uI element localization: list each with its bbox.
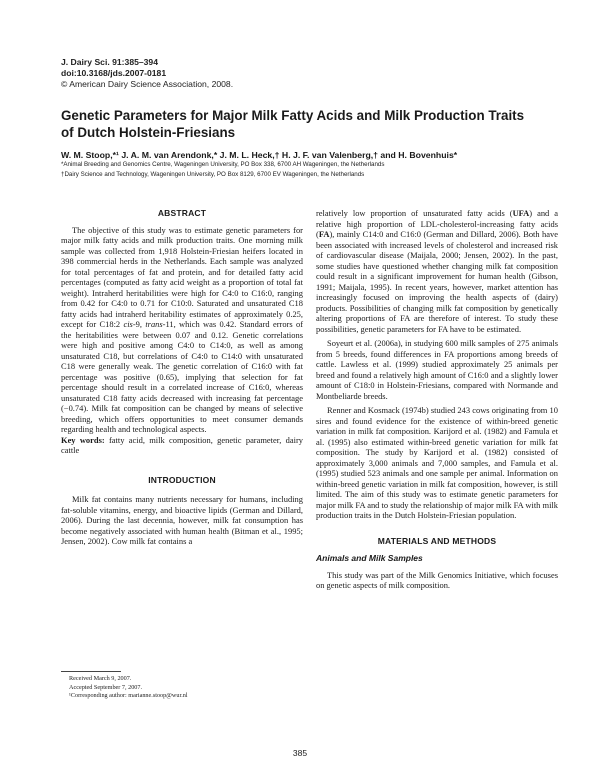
introduction-paragraph-1-continued: relatively low proportion of unsaturated fatty acids (UFA) and a relative high proportion of LDL-cholesterol-increasing fatty acids (FA), mainly C14:0 and C16:0 (German and Dillard, 2006). Both have been associated with increased levels of cholesterol and increased risk of cardiovascular disease (Maijala, 2000; Jensen, 2002). In the past, some studies have questioned whether changing milk fat composition could result in a significant improvement for human health (Gibson, 1991; Maijala, 1995). In recent years, however, market attention has increasingly focused on improving the health aspects of (dairy) products. Possibilities of changing milk fat composition by genetically altering proportions of FA are therefore of interest. To study these possibilities, genetic parameters for FA have to be estimated. [316, 208, 558, 334]
introduction-paragraph-3: Renner and Kosmack (1974b) studied 243 cows originating from 10 sires and found evidence for the existence of within-breed genetic variation in milk fat composition. Karijord et al. (1982) and Famula et al. (1995) also estimated within-breed genetic variation for milk fat composition. The study by Karijord et al. (1982) consisted of approximately 3,000 animals and 7,000 samples, and Famula et al. (1995) studied 523 animals and one sample per animal. Information on within-breed genetic variation in milk fat composition, however, is still limited. The aim of this study was to estimate genetic parameters for major milk FA and to study the relationship of major milk FA with milk production traits in the Dutch Holstein-Friesian population. [316, 405, 558, 520]
page-number: 385 [292, 748, 308, 758]
keywords: Key words: fatty acid, milk composition, genetic parameter, dairy cattle [61, 434, 303, 455]
introduction-heading: INTRODUCTION [148, 474, 216, 485]
abstract-heading: ABSTRACT [157, 208, 207, 218]
affiliation-1: *Animal Breeding and Genomics Centre, Wageningen University, PO Box 338, 6700 AH Wageningen, the Netherlands [61, 161, 385, 168]
introduction-paragraph-1: Milk fat contains many nutrients necessary for humans, including fat-soluble vitamins, energy, and bioactive lipids (German and Dillard, 2006). During the last decennia, however, milk fat consumption has become negatively associated with human health (Bitman et al., 1995; Jensen, 2002). Cow milk fat contains a [61, 494, 303, 546]
corresponding-author: ¹Corresponding author: marianne.stoop@wur.nl [69, 692, 188, 700]
methods-paragraph-1: This study was part of the Milk Genomics Initiative, which focuses on genetic aspects of milk composition. [316, 569, 558, 590]
left-column [61, 208, 303, 547]
copyright: © American Dairy Science Association, 2008. [61, 79, 234, 89]
methods-subheading: Animals and Milk Samples [316, 553, 423, 563]
journal-header [61, 57, 233, 90]
methods-heading: MATERIALS AND METHODS [377, 535, 497, 546]
keywords-label: Key words: [61, 434, 105, 445]
introduction-paragraph-2: Soyeurt et al. (2006a), in studying 600 milk samples of 275 animals from 5 breeds, found differences in FA proportions among breeds of cattle. Lawless et al. (1999) studied approximately 25 animals per breed and found a relatively high amount of C16:0 and a slightly lower amount of C18:0 in Holstein-Friesians, compared with Normande and Montbeliarde breeds. [316, 338, 558, 401]
affiliation-2: †Dairy Science and Technology, Wageningen University, PO Box 8129, 6700 EV Wageningen, the Netherlands [61, 170, 365, 178]
right-column [316, 208, 558, 591]
affiliations [61, 160, 541, 179]
paper-title: Genetic Parameters for Major Milk Fatty Acids and Milk Production Traits of Dutch Holstein-Friesians [61, 108, 525, 140]
doi[interactable]: doi:10.3168/jds.2007-0181 [61, 68, 167, 78]
received-date: Received March 9, 2007. [69, 675, 132, 682]
journal-citation: J. Dairy Sci. 91:385–394 [61, 57, 158, 67]
footnote-divider [61, 671, 121, 672]
author-list: W. M. Stoop,*¹ J. A. M. van Arendonk,* J. M. L. Heck,† H. J. F. van Valenberg,† and H. Bovenhuis* [61, 150, 458, 160]
abstract-text: The objective of this study was to estimate genetic parameters for major milk fatty acids and milk production traits. One morning milk sample was collected from 1,918 Holstein-Friesian heifers located in 398 commercial herds in the Netherlands. Each sample was analyzed for total percentages of fat and protein, and for detailed fatty acid percentages (computed as fatty acid weight as a proportion of total fat weight). Intraherd heritabilities were high for C4:0 to C16:0, ranging from 0.42 for C4:0 to 0.71 for C10:0. Saturated and unsaturated C18 fatty acids had intraherd heritability estimates of approximately 0.25, except for C18:2 cis-9, trans-11, which was 0.42. Standard errors of the heritabilities were between 0.07 and 0.12. Genetic correlations were high and positive among C4:0 to C14:0, as well as among unsaturated C18, but correlations of C4:0 to C14:0 with unsaturated C18 were generally weak. The genetic correlation of C16:0 with fat percentage was positive (0.65), implying that selection for fat percentage should result in a correlated increase of C16:0, whereas unsaturated C18 fatty acids decreased with increasing fat percentage (−0.74). Milk fat composition can be changed by means of selective breeding, which offers opportunities to meet consumer demands regarding health and technological aspects. [61, 224, 303, 434]
accepted-date: Accepted September 7, 2007. [69, 683, 143, 691]
footnotes [61, 675, 303, 701]
